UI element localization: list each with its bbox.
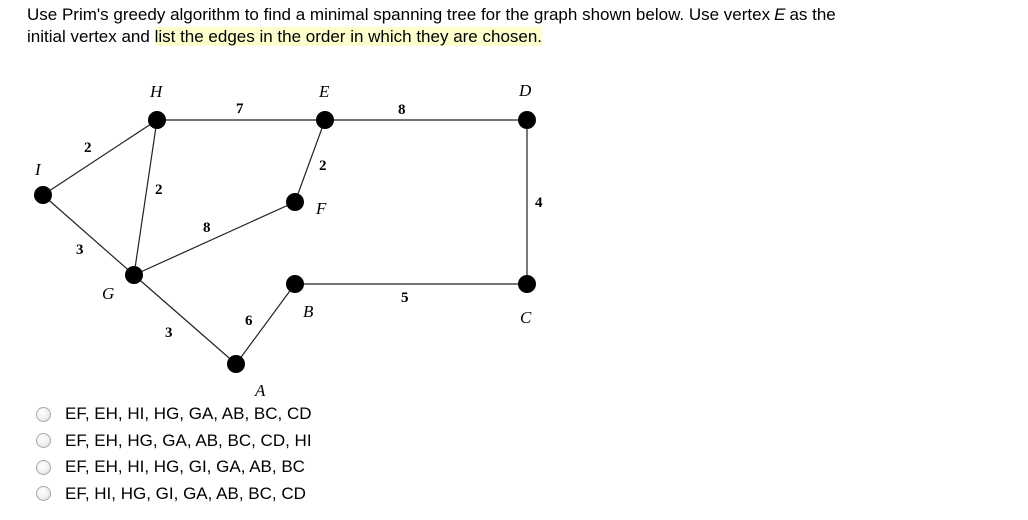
- edge-g-a: [134, 275, 236, 364]
- edge-h-g: [134, 120, 157, 275]
- vertex-c: [518, 275, 536, 293]
- answer-options: [36, 401, 312, 507]
- vertex-a: [227, 355, 245, 373]
- vertex-label-a: A: [255, 381, 266, 400]
- question-vertex: E: [774, 5, 786, 24]
- vertex-label-c: C: [520, 308, 532, 327]
- weight-i-h: 2: [84, 140, 92, 156]
- weight-h-g: 2: [155, 182, 163, 198]
- answer-option[interactable]: [36, 428, 312, 455]
- weight-a-b: 6: [245, 313, 253, 329]
- radio-button[interactable]: [36, 460, 51, 475]
- answer-option[interactable]: [36, 454, 312, 481]
- vertex-i: [34, 186, 52, 204]
- vertex-d: [518, 111, 536, 129]
- weight-g-a: 3: [165, 325, 173, 341]
- radio-button[interactable]: [36, 407, 51, 422]
- vertex-h: [148, 111, 166, 129]
- weight-b-c: 5: [401, 290, 409, 306]
- vertex-label-f: F: [316, 199, 327, 218]
- vertex-f: [286, 193, 304, 211]
- vertex-e: [316, 111, 334, 129]
- vertex-label-h: H: [150, 82, 163, 101]
- answer-option-label: EF, HI, HG, GI, GA, AB, BC, CD: [65, 483, 306, 503]
- vertex-label-d: D: [519, 81, 532, 100]
- vertex-label-e: E: [319, 82, 330, 101]
- vertex-b: [286, 275, 304, 293]
- answer-option-label: EF, EH, HI, HG, GI, GA, AB, BC: [65, 457, 305, 477]
- vertex-label-g: G: [102, 284, 115, 303]
- answer-option-label: EF, EH, HG, GA, AB, BC, CD, HI: [65, 430, 312, 450]
- weight-e-d: 8: [398, 102, 406, 118]
- vertex-label-i: I: [35, 160, 41, 179]
- edge-g-f: [134, 202, 295, 275]
- edge-i-h: [43, 120, 157, 195]
- answer-option-label: EF, EH, HI, HG, GA, AB, BC, CD: [65, 404, 312, 424]
- answer-option[interactable]: [36, 401, 312, 428]
- vertex-label-b: B: [303, 302, 314, 321]
- question-part1: Use Prim's greedy algorithm to find a minimal spanning tree for the graph shown below. Use vertex: [27, 5, 771, 24]
- weight-h-e: 7: [236, 101, 244, 117]
- weight-d-c: 4: [535, 195, 543, 211]
- answer-option[interactable]: [36, 481, 312, 508]
- edge-i-g: [43, 195, 134, 275]
- weight-g-f: 8: [203, 220, 211, 236]
- question-part3: initial vertex and: [27, 27, 150, 46]
- weight-e-f: 2: [319, 158, 327, 174]
- vertex-g: [125, 266, 143, 284]
- question-highlight: list the edges in the order in which they are chosen.: [154, 27, 543, 46]
- radio-button[interactable]: [36, 433, 51, 448]
- weight-i-g: 3: [76, 242, 84, 258]
- radio-button[interactable]: [36, 486, 51, 501]
- question-part2: as the: [789, 5, 836, 24]
